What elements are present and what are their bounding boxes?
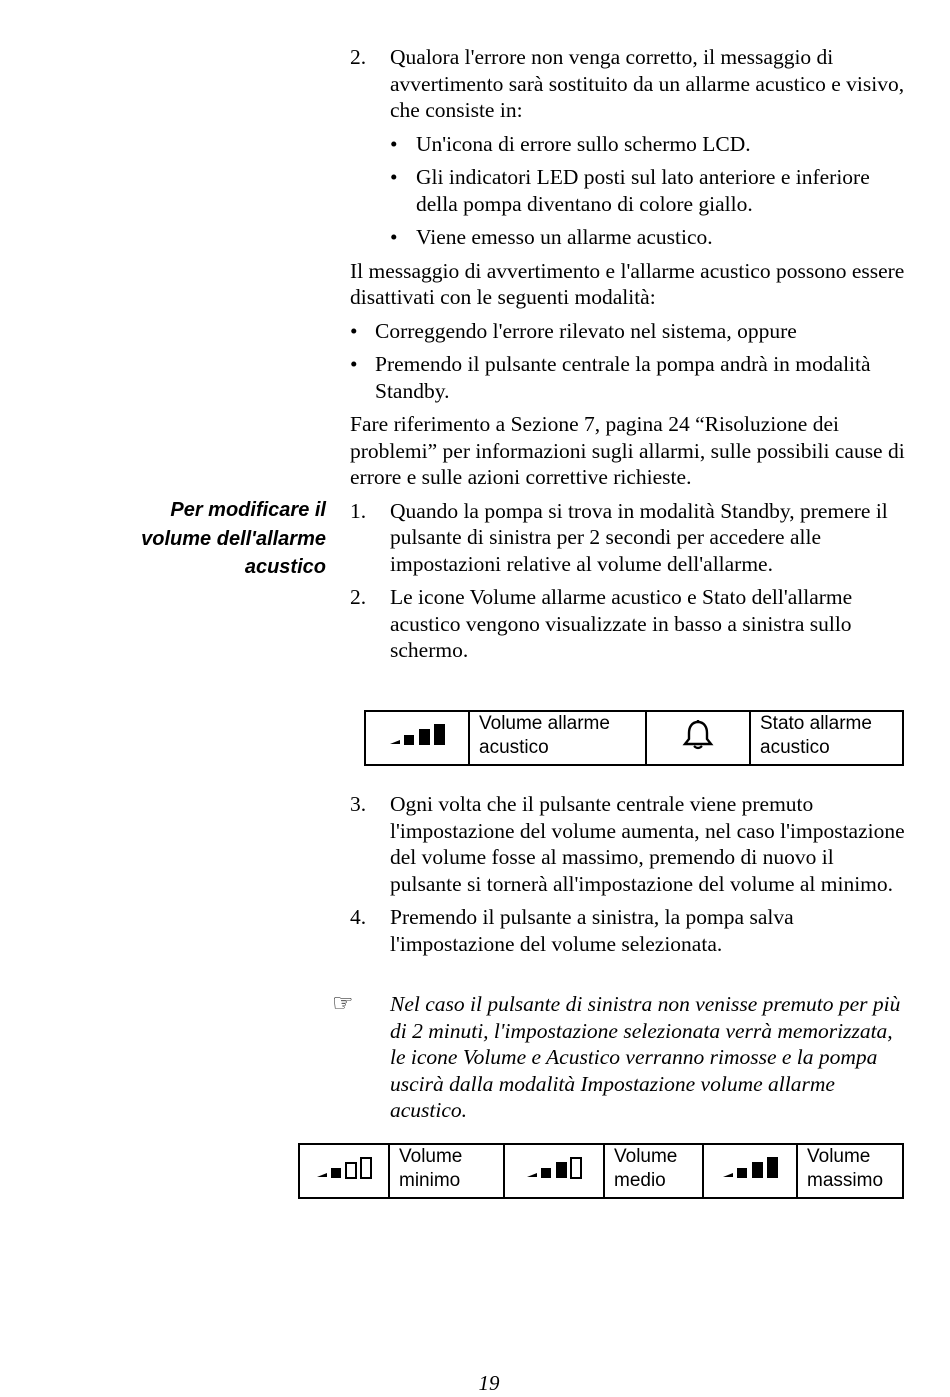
paragraph: Il messaggio di avvertimento e l'allarme acustico possono essere disattivati con le seguenti modalità: bbox=[350, 258, 905, 309]
side-heading-line: volume dell'allarme bbox=[141, 527, 326, 550]
numbered-item bbox=[350, 44, 905, 124]
table-label: Stato allarme acustico bbox=[750, 711, 903, 765]
bullet-item bbox=[390, 164, 905, 217]
item-number: 4. bbox=[350, 905, 367, 929]
table-label: Volume massimo bbox=[797, 1144, 903, 1198]
volume-max-icon bbox=[703, 1144, 797, 1198]
page-number: 19 bbox=[478, 1371, 500, 1395]
bullet-glyph: • bbox=[390, 131, 398, 156]
bullet-item bbox=[390, 224, 905, 251]
bullet-glyph: • bbox=[390, 165, 398, 189]
bullet-item bbox=[350, 351, 905, 404]
numbered-item bbox=[350, 791, 905, 897]
item-number: 2. bbox=[350, 585, 367, 609]
numbered-item bbox=[350, 584, 905, 664]
numbered-item bbox=[350, 498, 905, 578]
item-number: 3. bbox=[350, 792, 367, 816]
bell-icon bbox=[646, 711, 750, 765]
bullet-glyph: • bbox=[350, 318, 358, 343]
item-text: Quando la pompa si trova in modalità Standby, premere il pulsante di sinistra per 2 secondi per accedere alle impostazioni relative al volume dell'allarme. bbox=[390, 498, 888, 576]
note-text: Nel caso il pulsante di sinistra non venisse premuto per più di 2 minuti, l'impostazione selezionata verrà memorizzata, le icone Volume e Acustico verranno rimosse e la pompa uscirà dalla modalità Impostazione volume allarme acustico. bbox=[390, 992, 901, 1122]
bullet-text: Premendo il pulsante centrale la pompa andrà in modalità Standby. bbox=[375, 352, 871, 403]
pointing-hand-icon: ☞ bbox=[332, 991, 354, 1017]
main-column-top bbox=[350, 44, 905, 664]
bullet-text: Correggendo l'errore rilevato nel sistema, oppure bbox=[375, 318, 797, 343]
bullet-text: Gli indicatori LED posti sul lato anteriore e inferiore della pompa diventano di colore giallo. bbox=[416, 165, 870, 216]
bullet-item bbox=[350, 318, 905, 345]
side-heading bbox=[60, 496, 326, 582]
item-text: Premendo il pulsante a sinistra, la pompa salva l'impostazione del volume selezionata. bbox=[390, 905, 794, 956]
paragraph: Fare riferimento a Sezione 7, pagina 24 “Risoluzione dei problemi” per informazioni sugli allarmi, sulle possibili cause di errore e sulle azioni correttive richieste. bbox=[350, 412, 905, 489]
item-number: 1. bbox=[350, 498, 367, 523]
bullet-text: Viene emesso un allarme acustico. bbox=[416, 225, 713, 249]
bullet-text: Un'icona di errore sullo schermo LCD. bbox=[416, 131, 751, 156]
volume-min-icon bbox=[299, 1144, 389, 1198]
table-label: Volume minimo bbox=[389, 1144, 504, 1198]
table-label: Volume medio bbox=[604, 1144, 703, 1198]
main-column-bottom bbox=[350, 791, 905, 957]
numbered-item bbox=[350, 904, 905, 957]
item-text: Ogni volta che il pulsante centrale viene premuto l'impostazione del volume aumenta, nel caso l'impostazione del volume fosse al massimo, premendo di nuovo il pulsante si tornerà all'impostazione del volume al minimo. bbox=[390, 792, 905, 896]
bullet-item bbox=[390, 131, 905, 158]
note bbox=[332, 991, 905, 1124]
bullet-glyph: • bbox=[390, 225, 398, 249]
volume-bars-icon bbox=[365, 711, 469, 765]
side-heading-line: Per modificare il bbox=[170, 499, 326, 521]
item-text: Qualora l'errore non venga corretto, il messaggio di avvertimento sarà sostituito da un allarme acustico e visivo, che consiste in: bbox=[390, 45, 905, 122]
alarm-icons-table bbox=[364, 710, 904, 766]
item-number: 2. bbox=[350, 45, 367, 69]
side-heading-line: acustico bbox=[244, 556, 326, 578]
table-label: Volume allarme acustico bbox=[469, 711, 646, 765]
volume-medium-icon bbox=[504, 1144, 604, 1198]
bullet-glyph: • bbox=[350, 352, 358, 376]
item-text: Le icone Volume allarme acustico e Stato dell'allarme acustico vengono visualizzate in basso a sinistra sullo schermo. bbox=[390, 585, 853, 662]
volume-levels-table bbox=[298, 1143, 904, 1199]
